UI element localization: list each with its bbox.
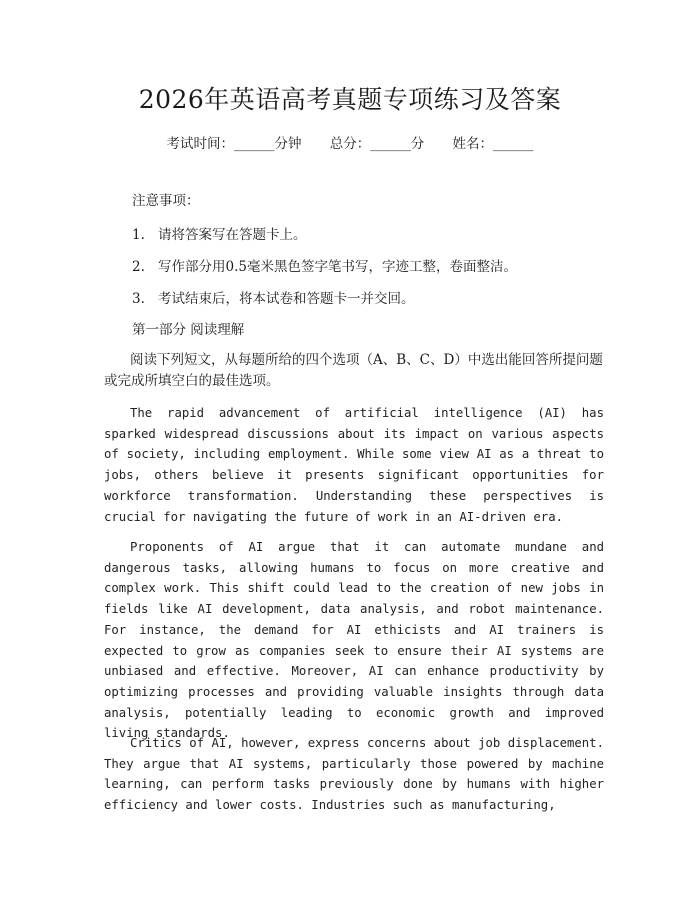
reading-instructions: 阅读下列短文，从每题所给的四个选项（A、B、C、D）中选出能回答所提问题或完成所填空白的最佳选项。 [104,352,603,389]
notice-number: 2. [132,259,145,275]
notice-text: 写作部分用0.5毫米黑色签字笔书写，字迹工整，卷面整洁。 [158,259,517,275]
notice-heading: 注意事项： [132,193,200,209]
notice-number: 3. [132,291,145,307]
student-name-field: 姓名：______ [452,136,534,152]
page-title: 2026年英语高考真题专项练习及答案 [138,85,562,114]
total-score-field: 总分：______分 [329,136,425,152]
notice-number: 1. [132,227,145,243]
notice-text: 考试结束后，将本试卷和答题卡一并交回。 [158,291,415,307]
exam-meta-row [0,132,700,152]
section-heading: 第一部分 阅读理解 [132,322,245,338]
notice-item [132,289,632,309]
notice-text: 请将答案写在答题卡上。 [158,227,307,243]
passage-paragraph: The rapid advancement of artificial intelligence (AI) has sparked widespread discussions about its impact on various aspects of society, including employment. While some view AI as a threat to jobs, others believe it presents significant opportunities for workforce transformation. Understanding these perspectives is crucial for navigating the future of work in an AI-driven era. [104,406,604,524]
notice-item [132,225,632,245]
exam-time-field: 考试时间：______分钟 [166,136,302,152]
passage-paragraph: Proponents of AI argue that it can automate mundane and dangerous tasks, allowing humans to focus on more creative and complex work. This shift could lead to the creation of new jobs in fields like AI development, data analysis, and robot maintenance. For instance, the demand for AI ethicists and AI trainers is expected to grow as companies seek to ensure their AI systems are unbiased and effective. Moreover, AI can enhance productivity by optimizing processes and providing valuable insights through data analysis, potentially leading to economic growth and improved living standards. [104,540,604,741]
passage-paragraph: Critics of AI, however, express concerns about job displacement. They argue that AI systems, particularly those powered by machine learning, can perform tasks previously done by humans with higher efficiency and lower costs. Industries such as manufacturing, [104,736,604,813]
notice-item [132,257,612,277]
